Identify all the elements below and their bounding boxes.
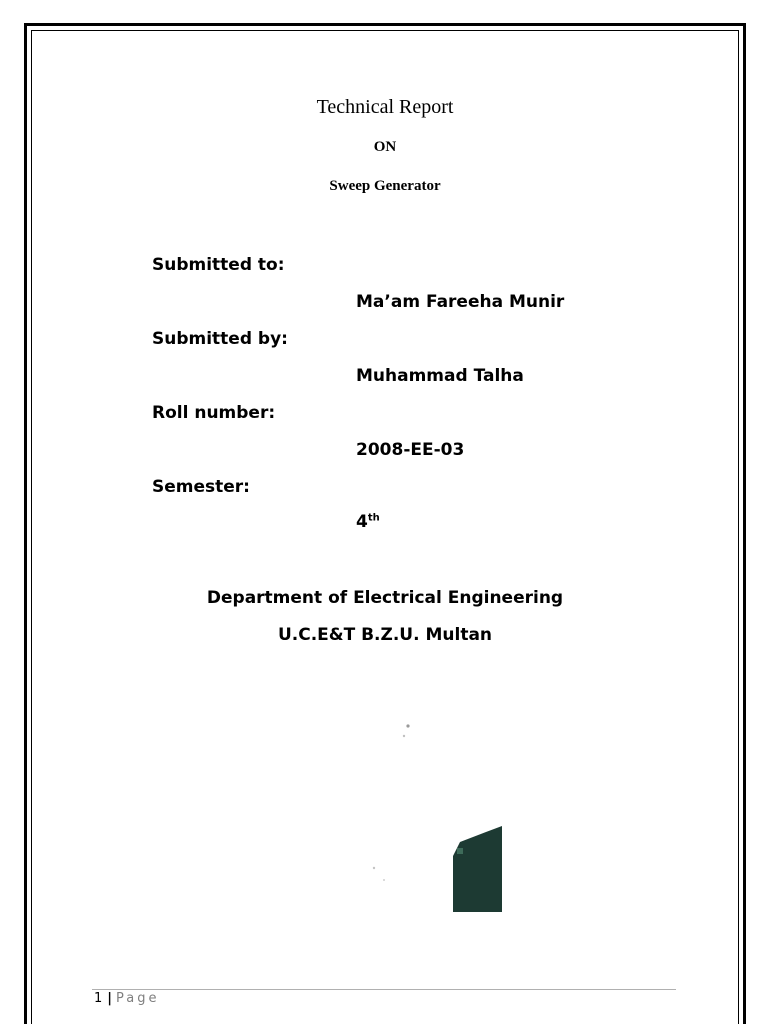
submitted-to-value: Ma’am Fareeha Munir (356, 292, 565, 312)
report-on-label: ON (373, 139, 397, 155)
semester-label: Semester: (152, 477, 250, 497)
university-logo-fragment (360, 718, 502, 912)
footer-rule (92, 989, 676, 990)
semester-number: 4 (356, 512, 368, 532)
footer-separator: | (107, 991, 113, 1006)
department-name: Department of Electrical Engineering (206, 588, 564, 608)
page-footer (94, 991, 160, 1006)
footer-page-number: 1 (94, 991, 103, 1006)
roll-number-value: 2008-EE-03 (356, 440, 465, 460)
semester-suffix: th (367, 512, 380, 524)
report-subject: Sweep Generator (329, 178, 441, 194)
submitted-by-label: Submitted by: (152, 329, 288, 349)
semester-value (356, 512, 380, 532)
footer-page-word: Page (116, 991, 160, 1006)
submitted-to-label: Submitted to: (152, 255, 285, 275)
report-title: Technical Report (316, 96, 454, 118)
university-name: U.C.E&T B.Z.U. Multan (277, 625, 493, 645)
roll-number-label: Roll number: (152, 403, 276, 423)
submitted-by-value: Muhammad Talha (356, 366, 524, 386)
